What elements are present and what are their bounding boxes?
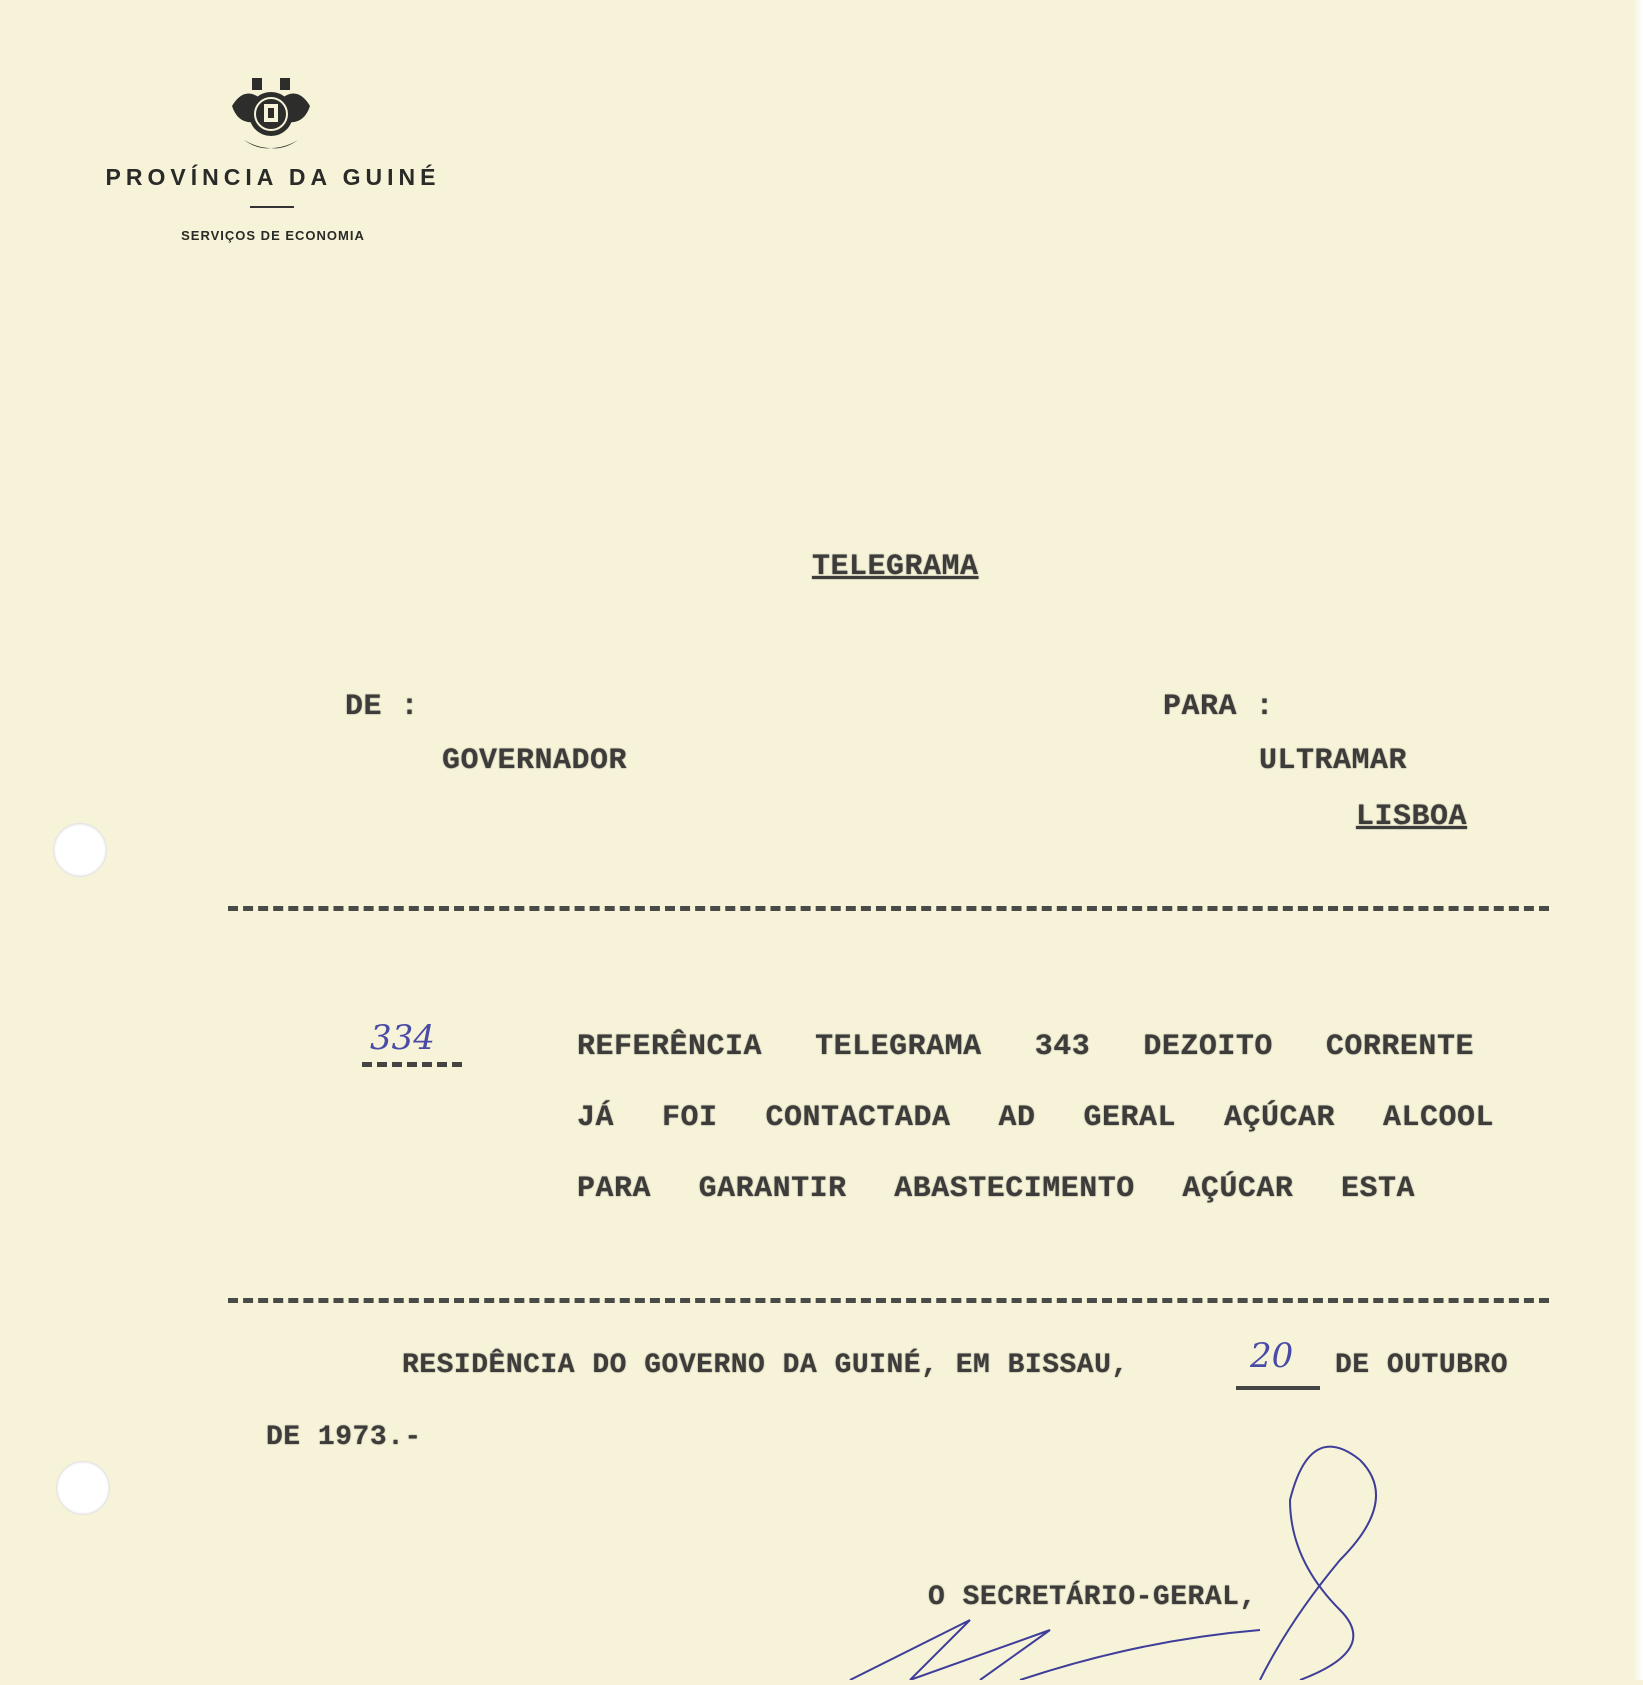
message-line-1 <box>577 1030 1474 1064</box>
word: AÇÚCAR <box>1223 1101 1335 1135</box>
department-name: SERVIÇOS DE ECONOMIA <box>181 228 365 243</box>
message-line-3 <box>577 1172 1415 1206</box>
divider-bottom <box>228 1298 1549 1303</box>
word: ALCOOL <box>1382 1101 1494 1135</box>
day-underline <box>1236 1386 1320 1390</box>
letterhead-divider <box>250 206 294 208</box>
message-line-2 <box>577 1101 1494 1135</box>
word: FOI <box>661 1101 718 1135</box>
signatory-title: O SECRETÁRIO-GERAL, <box>928 1582 1257 1613</box>
coat-of-arms-icon <box>224 76 318 156</box>
word: CONTACTADA <box>765 1101 951 1135</box>
word: TELEGRAMA <box>815 1030 982 1064</box>
word: AÇÚCAR <box>1182 1172 1294 1206</box>
punch-hole <box>56 1461 110 1515</box>
word: PARA <box>577 1172 652 1206</box>
word: ABASTECIMENTO <box>894 1172 1135 1206</box>
word: AD <box>998 1101 1036 1135</box>
word: REFERÊNCIA <box>577 1030 763 1064</box>
word: 343 <box>1034 1030 1091 1064</box>
province-name: PROVÍNCIA DA GUINÉ <box>105 164 441 190</box>
divider-top <box>228 906 1549 911</box>
page-edge <box>1633 0 1643 1680</box>
word: CORRENTE <box>1325 1030 1474 1064</box>
punch-hole <box>53 823 107 877</box>
message-number: 334 <box>370 1018 435 1058</box>
closing-place: RESIDÊNCIA DO GOVERNO DA GUINÉ, EM BISSAU, <box>402 1350 1129 1381</box>
document-title: TELEGRAMA <box>812 550 979 584</box>
to-value: ULTRAMAR <box>1259 744 1408 778</box>
word: JÁ <box>577 1101 615 1135</box>
word: GARANTIR <box>698 1172 847 1206</box>
closing-day: 20 <box>1250 1336 1294 1376</box>
to-city: LISBOA <box>1356 800 1468 834</box>
word: DEZOITO <box>1143 1030 1273 1064</box>
to-label: PARA : <box>1163 690 1275 724</box>
message-number-underline <box>362 1062 462 1067</box>
word: GERAL <box>1083 1101 1176 1135</box>
closing-month: DE OUTUBRO <box>1335 1350 1509 1381</box>
closing-year: DE 1973.- <box>266 1422 422 1453</box>
handwritten-signature <box>820 1440 1440 1680</box>
from-value: GOVERNADOR <box>442 744 628 778</box>
from-label: DE : <box>345 690 420 724</box>
word: ESTA <box>1340 1172 1415 1206</box>
